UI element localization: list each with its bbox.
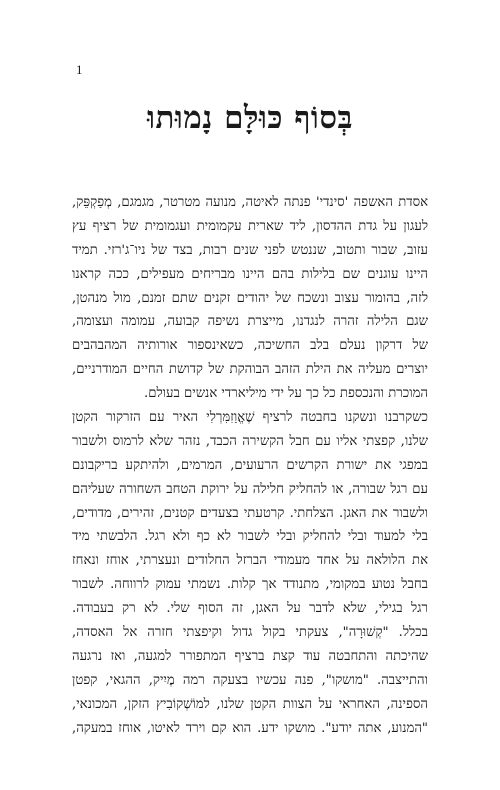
text-line: המוכרת והנכספת כל כך על ידי מיליארדי אנשים בעולם. (144, 386, 428, 402)
text-line: של דרקון נעלם בלב החשיכה, כשאינספור אורותיה המהבהבים (72, 338, 428, 354)
text-line: בכלל. "קְשׁוּרָה", צעקתי בקול גדול וקיפצתי חזרה אל האסדה, (72, 625, 428, 641)
text-line: שהיכתה והתחבטה עוד קצת ברציף המתפורר למגעה, ואז נרגעה (72, 648, 428, 664)
text-line: שגם הלילה זהרה לנגדנו, מייצרת נשיפה קבועה, עמומה ועצומה, (72, 314, 428, 330)
text-line: בחבל נטוע במקומי, מתנודד אך קלות. נשמתי עמוק לרווחה. לשבור (72, 577, 428, 593)
page-number: 1 (76, 62, 83, 77)
text-line: ולשבור את האגן. הצלחתי. קרטעתי בצעדים קטנים, זהירים, מדודים, (72, 505, 428, 521)
text-line: "המנוע, אתה יודע". מושקו ידע. הוא קם וירד לאיטו, אוחז במעקה, (72, 720, 428, 736)
text-line: רגל בגילי, שלא לדבר על האגן, זה הסוף שלי. לא רק בעבודה. (72, 601, 428, 617)
text-line: יוצרים מעליה את הילת הזהב הבוהקת של קדושת החיים המודרניים, (72, 362, 428, 378)
text-line: עם רגל שבורה, או להחליק חלילה על ירוקת הטחב השחורה שעליהם (72, 481, 428, 497)
text-line: שלנו, קפצתי אליו עם חבל הקשירה הכבד, נזהר שלא לרמוס ולשבור (72, 433, 428, 449)
text-line: עזוב, שבור ותטוב, שננטש לפני שנים רבות, בצד של ניו־ג'רזי. תמיד (72, 242, 428, 258)
text-line: היינו עוגנים שם בלילות בהם היינו מבריחים מעפילים, ככה קראנו (72, 266, 428, 282)
text-line: הספינה, האחראי על הצוות הקטן שלנו, למוֹשְׁקוֹבִיץ הזקן, המכונאי, (72, 696, 428, 712)
text-line: לעגון על גדת ההדסון, ליד שארית עקמומית ועגמומית של רציף עץ (72, 218, 428, 234)
text-line: בלי למעוד ובלי להחליק ובלי לשבור לא כף ולא רגל. הלבשתי מיד (72, 529, 428, 545)
body-text (72, 191, 428, 740)
chapter-title: בְּסוֹף כּוּלָּם נָמוּתוּ (147, 100, 353, 136)
text-line: אסדת האשפה 'סינדי' פנתה לאיטה, מנועה מטרטר, מגמגם, מְפַקְפֵּק, (72, 195, 428, 210)
text-line: והתייצבה. "מושקו", פנה עכשיו בצעקה רמה מֶיִיק, ההגאי, קפטן (72, 672, 428, 688)
text-line: לזה, בהומור עצוב ונשכח של יהודים זקנים שתם זמנם, מול מנהטן, (72, 290, 428, 306)
text-line: את הלולאה על אחד מעמודי הברזל החלודים ונעצרתי, אוחז ונאחז (72, 553, 428, 569)
text-line: כשקרבנו ונשקנו בחבטה לרציף שֶׁאֱוַזִמִּרְלִי האיר עם הזרקור הקטן (72, 410, 428, 426)
text-line: במפגי את ישורת הקרשים הרעועים, המרמים, ולהיתקע בריקבונם (72, 457, 428, 473)
